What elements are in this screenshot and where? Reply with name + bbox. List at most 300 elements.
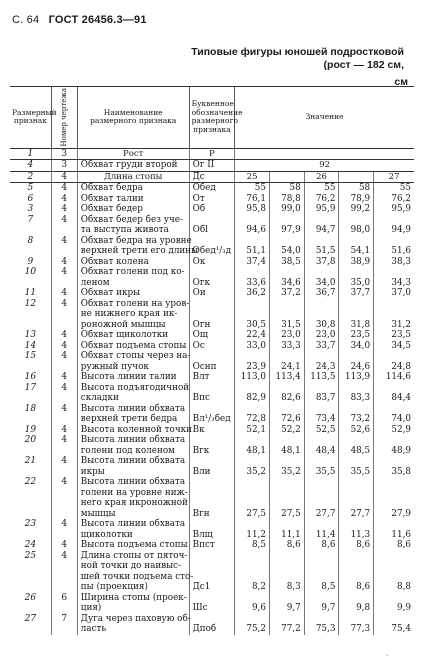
row-num: 9 (27, 256, 34, 267)
table-row (10, 425, 414, 436)
row-value (235, 215, 270, 226)
row-value (374, 488, 414, 499)
row-symbol (189, 519, 235, 530)
row-value: 51,6 (374, 246, 414, 257)
row-value: 8,8 (374, 582, 414, 593)
row-value (339, 593, 374, 604)
row-value (374, 614, 414, 625)
row-value: 72,8 (235, 414, 270, 425)
table-row (10, 351, 414, 362)
row-symbol (189, 299, 235, 310)
row-value: 38,3 (374, 257, 414, 268)
row-value: 52,9 (374, 425, 414, 436)
row-symbol (189, 477, 235, 488)
row-num (10, 246, 51, 257)
row-value (235, 551, 270, 562)
row-name: Обхват груди второй (77, 160, 189, 172)
row-name-line: Обхват бедер (77, 204, 189, 215)
title-line-1: Типовые фигуры юношей подростковой (191, 46, 404, 58)
row-value: 99,2 (339, 204, 374, 215)
row-value: 113,4 (269, 372, 304, 383)
row-value (235, 477, 270, 488)
row-name-line: Обхват стопы через на- (77, 351, 189, 362)
row-span-value (235, 148, 414, 160)
row-num: 10 (24, 267, 37, 277)
row-drawing (51, 414, 77, 425)
row-symbol (189, 498, 235, 509)
row-value (374, 404, 414, 415)
row-drawing: 4 (51, 540, 77, 551)
row-value: 8,3 (269, 582, 304, 593)
row-value (304, 215, 339, 226)
row-value (269, 488, 304, 499)
row-symbol: Ог II (189, 160, 235, 172)
row-symbol: Ок (189, 257, 235, 268)
row-value (339, 267, 374, 278)
row-name-line: шей точки подъема сто- (77, 572, 189, 583)
row-num (10, 362, 51, 373)
row-value: 55 (374, 183, 414, 194)
row-value: 11,2 (235, 530, 270, 541)
row-value (269, 309, 304, 320)
row-num: 3 (27, 204, 34, 214)
row-value: 11,6 (374, 530, 414, 541)
row-symbol: Р (189, 148, 235, 160)
row-name-line: складки (77, 393, 189, 404)
table-row (10, 519, 414, 530)
row-num: 24 (24, 540, 37, 550)
table-row (10, 572, 414, 583)
row-symbol: Впс (189, 393, 235, 404)
table-row (10, 288, 414, 299)
row-num (10, 498, 51, 509)
row-symbol: Огн (189, 320, 235, 331)
row-value: 48,9 (374, 446, 414, 457)
row-value (339, 519, 374, 530)
row-symbol (189, 351, 235, 362)
row-value (235, 435, 270, 446)
row-name-line: щиколотки (77, 530, 189, 541)
row-value: 11,3 (339, 530, 374, 541)
row-value (304, 236, 339, 247)
row-value (304, 351, 339, 362)
row-name-line: Обхват голени на уров- (77, 299, 189, 310)
page-number: С. 64 (12, 14, 40, 26)
table-row (10, 530, 414, 541)
row-symbol (189, 614, 235, 625)
table-row (10, 320, 414, 331)
row-num (10, 446, 51, 457)
row-value: 33,0 (235, 341, 270, 352)
col-value: Значение (235, 87, 414, 149)
row-value (374, 309, 414, 320)
row-name-line: пы (проекция) (77, 582, 189, 593)
row-drawing (51, 603, 77, 614)
row-drawing: 4 (51, 215, 77, 226)
row-name-line: роножной мышцы (77, 320, 189, 331)
row-value: 95,9 (374, 204, 414, 215)
row-value: 9,7 (269, 603, 304, 614)
row-value: 22,4 (235, 330, 270, 341)
row-value: 55 (304, 183, 339, 194)
row-value (269, 561, 304, 572)
row-num: 15 (24, 351, 37, 361)
row-value (235, 351, 270, 362)
row-value: 54,0 (269, 246, 304, 257)
row-value (235, 383, 270, 394)
row-drawing (51, 278, 77, 289)
row-symbol: Обед¹/₃д (189, 246, 235, 257)
row-value: 95,8 (235, 204, 270, 215)
row-value: 75,2 (235, 624, 270, 635)
row-num: 26 (24, 592, 37, 603)
row-value (339, 456, 374, 467)
row-value (269, 498, 304, 509)
row-drawing: 7 (51, 614, 77, 625)
row-value (339, 215, 374, 226)
row-value: 8,6 (339, 540, 374, 551)
row-drawing: 4 (51, 351, 77, 362)
row-name-line: Ширина стопы (проек- (77, 593, 189, 604)
row-value: 34,3 (374, 278, 414, 289)
row-num: 12 (24, 298, 37, 309)
row-value: 27,7 (339, 509, 374, 520)
table-row (10, 330, 414, 341)
row-value: 24,3 (304, 362, 339, 373)
row-name-line: Высота подъягодичной (77, 383, 189, 394)
row-value: 52,6 (339, 425, 374, 436)
row-value: 74,0 (374, 414, 414, 425)
row-value: 33,6 (235, 278, 270, 289)
row-value (374, 593, 414, 604)
row-name-line: верхней трети бедра (77, 414, 189, 425)
row-value: 97,9 (269, 225, 304, 236)
row-value (339, 351, 374, 362)
row-num: 22 (24, 477, 37, 487)
row-drawing: 3 (51, 160, 77, 172)
row-num (10, 582, 51, 593)
row-value (374, 236, 414, 247)
row-drawing (51, 624, 77, 635)
row-num (10, 488, 51, 499)
table-row (10, 299, 414, 310)
row-value: 31,8 (339, 320, 374, 331)
row-symbol: Вли (189, 467, 235, 478)
row-value: 94,9 (374, 225, 414, 236)
row-num (10, 561, 51, 572)
row-value: 37,7 (339, 288, 374, 299)
table-row (10, 456, 414, 467)
row-name: Рост (77, 148, 189, 160)
row-value: 77,3 (339, 624, 374, 635)
row-value: 37,4 (235, 257, 270, 268)
row-value (235, 519, 270, 530)
row-name-line: мышцы (77, 509, 189, 520)
row-name-line: Дуга через паховую об- (77, 614, 189, 625)
row-value: 23,0 (304, 330, 339, 341)
row-value (304, 593, 339, 604)
row-num: 8 (27, 235, 34, 246)
row-value: 99,0 (269, 204, 304, 215)
row-num (10, 467, 51, 478)
row-value: 82,6 (269, 393, 304, 404)
table-row (10, 194, 414, 205)
row-value: 76,2 (374, 194, 414, 205)
row-value: 35,8 (374, 467, 414, 478)
row-name-line: голени на уровне ниж- (77, 488, 189, 499)
row-drawing (51, 530, 77, 541)
row-symbol: Впст (189, 540, 235, 551)
row-num: 4 (10, 160, 51, 172)
row-value: 73,4 (304, 414, 339, 425)
table-row (10, 498, 414, 509)
row-symbol (189, 404, 235, 415)
row-num: 23 (24, 519, 37, 529)
row-symbol: Обед (189, 183, 235, 194)
table-row (10, 341, 414, 352)
key-row-height (10, 148, 414, 160)
col-drawing-number: Номер чертежа (51, 87, 77, 149)
row-value (339, 299, 374, 310)
row-value (304, 309, 339, 320)
row-value: 27 (374, 171, 414, 183)
row-value (269, 614, 304, 625)
row-value: 52,1 (235, 425, 270, 436)
row-value (269, 236, 304, 247)
row-value: 24,6 (339, 362, 374, 373)
row-value: 27,5 (235, 509, 270, 520)
table-row (10, 603, 414, 614)
row-value (374, 299, 414, 310)
row-drawing: 4 (51, 435, 77, 446)
table-row (10, 624, 414, 635)
row-drawing (51, 582, 77, 593)
row-value: 36,7 (304, 288, 339, 299)
row-value: 38,5 (269, 257, 304, 268)
row-drawing: 4 (51, 425, 77, 436)
table-row (10, 393, 414, 404)
row-value (304, 498, 339, 509)
row-value: 8,6 (374, 540, 414, 551)
row-value (374, 498, 414, 509)
row-name-line: не нижнего края ик- (77, 309, 189, 320)
row-name-line: Высота линии обхвата (77, 456, 189, 467)
row-value: 8,6 (304, 540, 339, 551)
row-value (269, 351, 304, 362)
row-value: 9,9 (374, 603, 414, 614)
col-feature-name: Наименование размерного признака (77, 87, 189, 149)
row-value (304, 267, 339, 278)
row-name-line: ной точки до наивыс- (77, 561, 189, 572)
key-row-chest (10, 160, 414, 172)
row-value (304, 519, 339, 530)
row-name-line: Высота линии обхвата (77, 404, 189, 415)
page-header (12, 14, 147, 26)
row-value: 35,2 (269, 467, 304, 478)
table-row (10, 257, 414, 268)
row-value (374, 572, 414, 583)
row-num (10, 393, 51, 404)
row-symbol (189, 551, 235, 562)
row-symbol: Об (189, 204, 235, 215)
row-num (10, 624, 51, 635)
row-name-line: Обхват бедра на уровне (77, 236, 189, 247)
row-value (304, 435, 339, 446)
row-symbol (189, 488, 235, 499)
row-value: 54,1 (339, 246, 374, 257)
row-num: 18 (24, 403, 37, 414)
row-value: 38,9 (339, 257, 374, 268)
row-value (304, 299, 339, 310)
row-value: 23,5 (374, 330, 414, 341)
row-value (339, 309, 374, 320)
row-value: 27,7 (304, 509, 339, 520)
row-name-line: та выступа живота (77, 225, 189, 236)
row-value: 24,8 (374, 362, 414, 373)
row-value: 75,3 (304, 624, 339, 635)
table-row (10, 540, 414, 551)
row-name-line: Обхват бедер без уче- (77, 215, 189, 226)
row-value: 72,6 (269, 414, 304, 425)
row-value (339, 236, 374, 247)
row-value (269, 551, 304, 562)
row-value: 8,6 (269, 540, 304, 551)
unit-label: см (394, 76, 408, 88)
row-value (304, 404, 339, 415)
row-num (10, 572, 51, 583)
title-line-2: (рост — 182 см, (323, 59, 404, 71)
row-value (339, 383, 374, 394)
row-value: 51,1 (235, 246, 270, 257)
row-value (304, 561, 339, 572)
row-value (269, 383, 304, 394)
row-value: 51,5 (304, 246, 339, 257)
row-name-line: ция) (77, 603, 189, 614)
table-body (10, 148, 414, 635)
row-symbol (189, 435, 235, 446)
row-num: 20 (24, 435, 37, 445)
row-value (304, 383, 339, 394)
page-mark: ˎ (386, 647, 389, 656)
row-symbol: Оснп (189, 362, 235, 373)
row-num: 19 (24, 424, 37, 435)
row-symbol (189, 572, 235, 583)
row-value (304, 477, 339, 488)
row-num (10, 278, 51, 289)
table-row (10, 236, 414, 247)
row-symbol (189, 456, 235, 467)
row-value: 98,0 (339, 225, 374, 236)
row-value: 48,4 (304, 446, 339, 457)
row-symbol: Вгн (189, 509, 235, 520)
row-value: 34,6 (269, 278, 304, 289)
row-num (10, 603, 51, 614)
row-value: 94,6 (235, 225, 270, 236)
row-value (339, 404, 374, 415)
table-row (10, 593, 414, 604)
row-symbol (189, 267, 235, 278)
row-drawing (51, 362, 77, 373)
table-row (10, 561, 414, 572)
row-value (339, 498, 374, 509)
row-value: 52,2 (269, 425, 304, 436)
row-num: 11 (24, 288, 37, 298)
row-value: 114,6 (374, 372, 414, 383)
row-drawing: 4 (51, 236, 77, 247)
row-symbol (189, 215, 235, 226)
table-row (10, 477, 414, 488)
row-symbol: Влт (189, 372, 235, 383)
row-value (269, 477, 304, 488)
row-value (339, 614, 374, 625)
table-row (10, 246, 414, 257)
row-drawing: 4 (51, 341, 77, 352)
row-value: 78,8 (269, 194, 304, 205)
row-value: 35,2 (235, 467, 270, 478)
row-num: 5 (27, 183, 34, 193)
row-value: 83,3 (339, 393, 374, 404)
row-name-line: Высота линии обхвата (77, 519, 189, 530)
row-symbol: Дпоб (189, 624, 235, 635)
row-drawing: 4 (51, 372, 77, 383)
row-value (235, 299, 270, 310)
row-symbol: Ос (189, 341, 235, 352)
table-row (10, 488, 414, 499)
row-num: 21 (24, 456, 37, 466)
table-row (10, 278, 414, 289)
row-drawing (51, 320, 77, 331)
row-num (10, 225, 51, 236)
row-value (269, 456, 304, 467)
row-name-line: Обхват щиколотки (77, 330, 189, 341)
table-row (10, 204, 414, 215)
row-value (374, 351, 414, 362)
row-value: 76,2 (304, 194, 339, 205)
row-value (374, 435, 414, 446)
row-num (10, 309, 51, 320)
row-value (269, 519, 304, 530)
row-name-line: Длина стопы от пяточ- (77, 551, 189, 562)
row-symbol: Вл¹/₃бед (189, 414, 235, 425)
row-num: 1 (10, 148, 51, 160)
row-value (235, 561, 270, 572)
row-drawing (51, 509, 77, 520)
row-value (374, 267, 414, 278)
row-value: 26 (304, 171, 339, 183)
row-drawing (51, 498, 77, 509)
row-drawing: 4 (51, 171, 77, 183)
row-value: 37,2 (269, 288, 304, 299)
row-symbol: Дс (189, 171, 235, 183)
col-symbol: Буквенное обозначение размерного признака (189, 87, 235, 149)
row-value (235, 456, 270, 467)
row-drawing (51, 393, 77, 404)
row-value (374, 477, 414, 488)
row-value (339, 488, 374, 499)
row-num: 13 (24, 330, 37, 340)
table-row (10, 372, 414, 383)
row-value (374, 551, 414, 562)
row-value: 9,6 (235, 603, 270, 614)
row-value: 8,2 (235, 582, 270, 593)
row-drawing (51, 561, 77, 572)
row-name-line: Обхват икры (77, 288, 189, 299)
row-symbol: Вк (189, 425, 235, 436)
row-symbol: Ои (189, 288, 235, 299)
row-value (339, 572, 374, 583)
row-drawing: 4 (51, 204, 77, 215)
row-value (269, 267, 304, 278)
